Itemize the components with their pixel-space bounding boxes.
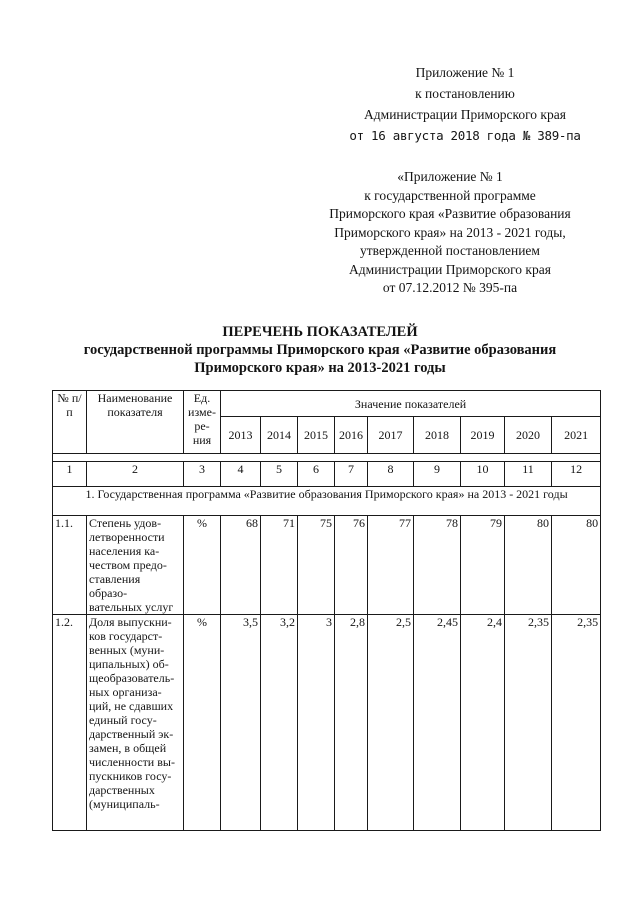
row-value: 78 <box>414 516 461 615</box>
header-name: Наименование показателя <box>87 391 184 454</box>
column-number: 11 <box>505 462 552 487</box>
table-row <box>53 516 601 615</box>
row-unit: % <box>184 516 221 615</box>
section-title: 1. Государственная программа «Развитие образования Приморского края» на 2013 - 2021 годы <box>53 487 601 516</box>
row-value: 2,4 <box>461 615 505 831</box>
header-year: 2013 <box>221 417 261 454</box>
row-value: 3,5 <box>221 615 261 831</box>
program-attachment-line: Приморского края» на 2013 - 2021 годы, <box>334 224 566 240</box>
row-value: 2,35 <box>505 615 552 831</box>
program-attachment-line: от 07.12.2012 № 395-па <box>382 280 518 295</box>
column-number: 8 <box>368 462 414 487</box>
program-attachment-line: Администрации Приморского края <box>349 261 551 277</box>
header-num: № п/п <box>53 391 87 454</box>
attachment-block <box>330 62 600 146</box>
row-value: 80 <box>552 516 601 615</box>
attachment-line-3: Администрации Приморского края <box>364 107 566 122</box>
column-number: 4 <box>221 462 261 487</box>
header-unit: Ед. изме- ре- ния <box>184 391 221 454</box>
spacer-cell <box>53 454 601 462</box>
row-id: 1.2. <box>53 615 87 831</box>
attachment-title: Приложение № 1 <box>415 65 515 80</box>
row-value: 3 <box>298 615 335 831</box>
section-row <box>53 487 601 516</box>
column-number: 1 <box>53 462 87 487</box>
row-value: 2,8 <box>335 615 368 831</box>
row-value: 2,35 <box>552 615 601 831</box>
column-numbers-row <box>53 462 601 487</box>
row-value: 71 <box>261 516 298 615</box>
header-year: 2014 <box>261 417 298 454</box>
row-value: 76 <box>335 516 368 615</box>
header-year: 2016 <box>335 417 368 454</box>
row-value: 2,45 <box>414 615 461 831</box>
indicators-table <box>52 390 601 831</box>
column-number: 9 <box>414 462 461 487</box>
header-year: 2020 <box>505 417 552 454</box>
row-value: 2,5 <box>368 615 414 831</box>
column-number: 12 <box>552 462 601 487</box>
program-attachment-line: к государственной программе <box>364 187 536 203</box>
column-number: 7 <box>335 462 368 487</box>
table-header-row <box>53 391 601 417</box>
row-value: 79 <box>461 516 505 615</box>
row-value: 68 <box>221 516 261 615</box>
row-value: 75 <box>298 516 335 615</box>
column-number: 6 <box>298 462 335 487</box>
header-values-group: Значение показателей <box>221 391 601 417</box>
row-id: 1.1. <box>53 516 87 615</box>
column-number: 10 <box>461 462 505 487</box>
header-year: 2015 <box>298 417 335 454</box>
column-number: 2 <box>87 462 184 487</box>
header-year: 2021 <box>552 417 601 454</box>
header-year: 2019 <box>461 417 505 454</box>
attachment-date-number: от 16 августа 2018 года № 389-па <box>349 128 581 143</box>
header-year: 2017 <box>368 417 414 454</box>
row-value: 77 <box>368 516 414 615</box>
program-attachment-line: Приморского края «Развитие образования <box>329 206 571 221</box>
document-title-line-3: Приморского края» на 2013-2021 годы <box>194 360 446 376</box>
table-row <box>53 615 601 831</box>
row-name: Доля выпускни- ков государст- венных (муни- ципальных) об- щеобразователь- ных организа- ций, не сдавших единый госу- дарственный эк- замен, в общей численности вы- пускников госу- дарственных (муниципаль- <box>87 615 184 831</box>
document-title-line-1: ПЕРЕЧЕНЬ ПОКАЗАТЕЛЕЙ <box>222 324 418 340</box>
column-number: 3 <box>184 462 221 487</box>
table-spacer-row <box>53 454 601 462</box>
row-value: 80 <box>505 516 552 615</box>
column-number: 5 <box>261 462 298 487</box>
program-attachment-line: «Приложение № 1 <box>397 169 503 184</box>
row-name: Степень удов- летворенности населения ка- чеством предо- ставления образо- вательных услуг <box>87 516 184 615</box>
row-value: 3,2 <box>261 615 298 831</box>
header-year: 2018 <box>414 417 461 454</box>
row-unit: % <box>184 615 221 831</box>
document-title-line-2: государственной программы Приморского края «Развитие образования <box>83 342 557 358</box>
document-title <box>40 323 600 377</box>
attachment-line-2: к постановлению <box>415 86 515 101</box>
program-attachment-block <box>300 168 600 298</box>
program-attachment-line: утвержденной постановлением <box>360 243 540 258</box>
